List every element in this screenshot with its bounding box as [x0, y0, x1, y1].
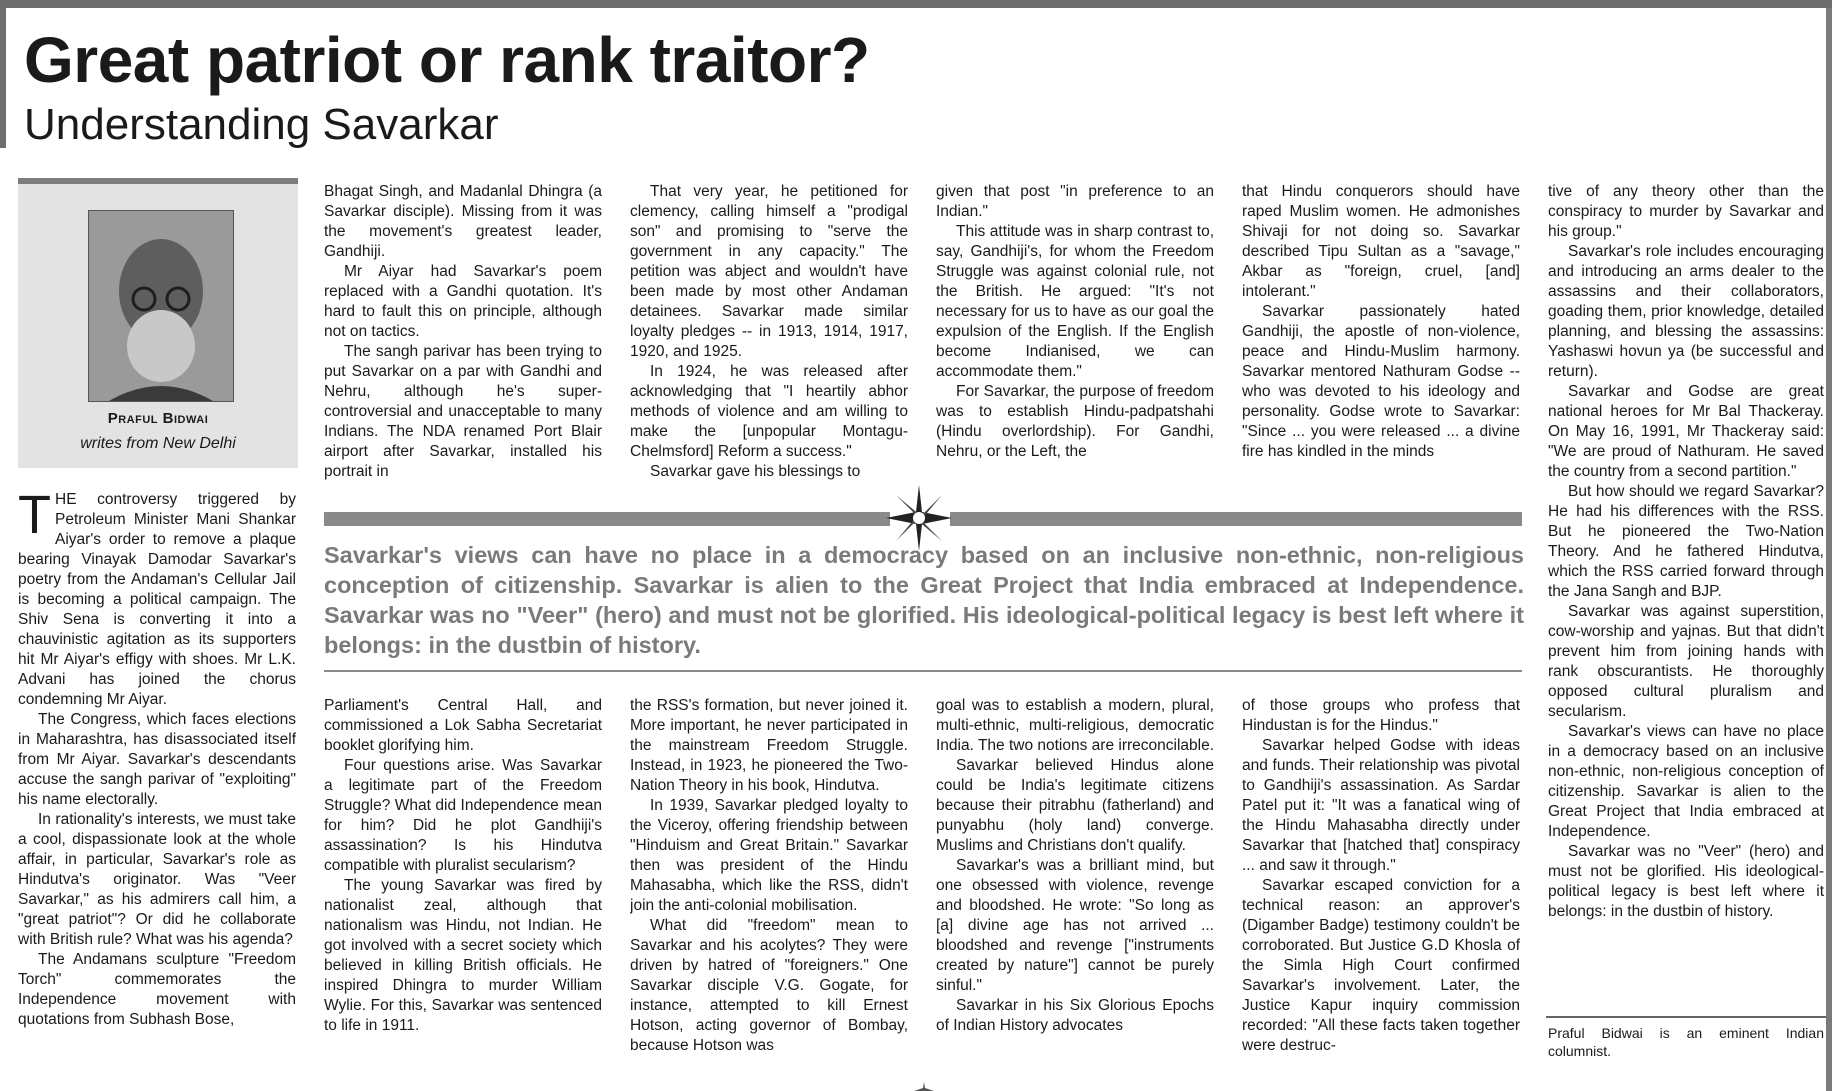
paragraph: Savarkar in his Six Glorious Epochs of Indian History advocates [936, 997, 1214, 1034]
paragraph: Parliament's Central Hall, and commissioned a Lok Sabha Secretariat booklet glorifying him. [324, 697, 602, 754]
paragraph: Savarkar gave his blessings to [650, 463, 861, 480]
column-1 [18, 490, 296, 1090]
author-footnote: Praful Bidwai is an eminent Indian columnist. [1548, 1025, 1824, 1059]
paragraph: given that post "in preference to an Indian." [936, 183, 1214, 220]
paragraph: Savarkar's was a brilliant mind, but one obsessed with violence, revenge and bloodshed. He wrote: "So long as [a] divine age has not arrived ... bloodshed and revenge ["instruments created by nature"] cannot be purely sinful." [936, 857, 1214, 994]
paragraph: tive of any theory other than the conspiracy to murder by Savarkar and his group." [1548, 183, 1824, 240]
paragraph: What did "freedom" mean to Savarkar and his acolytes? They were driven by hatred of "foreigners." One Savarkar disciple V.G. Gogate, for instance, attempted to kill Ernest Hotson, acting governor of Bombay, because Hotson was [630, 917, 908, 1054]
paragraph: The Congress, which faces elections in Maharashtra, has disassociated itself from Mr Aiyar. Savarkar's descendants accuse the sangh parivar of "exploiting" his name electorally. [18, 711, 296, 808]
paragraph: In rationality's interests, we must take a cool, dispassionate look at the whole affair, in particular, Savarkar's role as Hindutva's originator. Was "Veer Savarkar," as his admirers call him, a "great patriot"? Or did he collaborate with British rule? What was his agenda? [18, 811, 296, 948]
paragraph: Savarkar's views can have no place in a democracy based on an inclusive non-ethnic, non-religious conception of citizenship. Savarkar is alien to the Great Project that India embraced at Independence. [1548, 723, 1824, 840]
paragraph: The Andamans sculpture "Freedom Torch" commemorates the Independence movement with quotations from Subhash Bose, [18, 951, 296, 1028]
column-3-top [630, 182, 908, 482]
paragraph: the RSS's formation, but never joined it. More important, he never participated in the mainstream Freedom Struggle. Instead, in 1923, he pioneered the Two-Nation Theory in his book, Hindutva. [630, 697, 908, 794]
pullquote-rule-right [950, 512, 1522, 526]
column-2-bottom [324, 696, 602, 1090]
right-border [1826, 8, 1832, 1091]
paragraph: The young Savarkar was fired by nationalist zeal, although that nationalism was Hindu, not Indian. He got involved with a secret society which believed in killing British officials. He inspired Dhingra to murder William Wylie. For this, Savarkar was sentenced to life in 1911. [324, 877, 602, 1034]
byline-name: Praful Bidwai [107, 410, 209, 427]
pullquote-bottom-rule [324, 670, 1522, 672]
column-4-top [936, 182, 1214, 482]
column-3-bottom [630, 696, 908, 1090]
paragraph: The sangh parivar has been trying to put Savarkar on a par with Gandhi and Nehru, although he's super-controversial and unacceptable to many Indians. The NDA renamed Port Blair airport after Savarkar, installed his portrait in [324, 343, 602, 480]
byline-location: writes from New Delhi [80, 435, 236, 452]
paragraph: Savarkar helped Godse with ideas and funds. Their relationship was pivotal to Gandhiji's assassination. As Sardar Patel put it: "It was a fanatical wing of the Hindu Mahasabha directly under Savarkar that [hatched that] conspiracy ... and saw it through." [1242, 737, 1520, 874]
paragraph: of those groups who profess that Hindustan is for the Hindus." [1242, 697, 1520, 734]
column-5-bottom [1242, 696, 1520, 1090]
paragraph: that Hindu conquerors should have raped Muslim women. He admonishes Shivaji for not doing so. Savarkar described Tipu Sultan as a "savage," Akbar as "foreign, cruel, [and] intolerant." [1242, 183, 1520, 300]
subhead: Understanding Savarkar [24, 100, 499, 149]
column-5-top [1242, 182, 1520, 482]
column-2-top [324, 182, 602, 482]
paragraph: Savarkar passionately hated Gandhiji, the apostle of non-violence, peace and Hindu-Muslim harmony. Savarkar mentored Nathuram Godse -- who was devoted to his ideology and personality. Godse wrote to Savarkar: "Since ... you were released ... a divine fire has kindled in the minds [1242, 303, 1520, 460]
paragraph: That very year, he petitioned for clemency, calling himself a "prodigal son" and promising to "serve the government in any capacity." The petition was abject and wouldn't have been made by most other Andaman detainees. Savarkar made similar loyalty pledges -- in 1913, 1914, 1917, 1920, and 1925. [630, 183, 908, 360]
starburst-bottom-icon [914, 1082, 934, 1091]
footnote-rule [1546, 1016, 1826, 1018]
column-6 [1548, 182, 1824, 1008]
paragraph: In 1924, he was released after acknowledging that "I heartily abhor methods of violence and am willing to make the [unpopular Montagu-Chelmsford] Reform a success." [630, 363, 908, 460]
paragraph: Savarkar was against superstition, cow-worship and yajnas. But that didn't prevent him from joining hands with rank obscurantists. He thoroughly opposed cultural pluralism and secularism. [1548, 603, 1824, 720]
column-4-bottom [936, 696, 1214, 1090]
paragraph: Savarkar escaped conviction for a technical reason: an approver's (Digamber Badge) testimony couldn't be corroborated. But Justice G.D Khosla of the Simla High Court confirmed Savarkar's involvement. Later, the Justice Kapur inquiry commission recorded: "All these facts taken together were destruc- [1242, 877, 1520, 1054]
drop-cap: T [18, 490, 51, 545]
pullquote-rule-left [324, 512, 890, 526]
paragraph: Bhagat Singh, and Madanlal Dhingra (a Savarkar disciple). Missing from it was the movement's greatest leader, Gandhiji. [324, 183, 602, 260]
byline-rule [18, 178, 298, 184]
paragraph: Mr Aiyar had Savarkar's poem replaced with a Gandhi quotation. It's hard to fault this on principle, although not on tactics. [324, 263, 602, 340]
paragraph: Savarkar's role includes encouraging and introducing an arms dealer to the assassins and their collaborators, goading them, prior knowledge, detailed planning, and blessing the assassins: Yashaswi hovun ya (be successful and return). [1548, 243, 1824, 380]
left-border [0, 8, 6, 148]
headline: Great patriot or rank traitor? [24, 24, 870, 96]
paragraph: Savarkar believed Hindus alone could be India's legitimate citizens because their pitrabhu (fatherland) and punyabhu (holy land) converge. Muslims and Christians don't qualify. [936, 757, 1214, 854]
paragraph: In 1939, Savarkar pledged loyalty to the Viceroy, offering friendship between "Hinduism and Great Britain." Savarkar then was president of the Hindu Mahasabha, which like the RSS, didn't join the anti-colonial mobilisation. [630, 797, 908, 914]
paragraph: goal was to establish a modern, plural, multi-ethnic, multi-religious, democratic India. The two notions are irreconcilable. [936, 697, 1214, 754]
author-photo [88, 210, 234, 402]
top-border [0, 0, 1832, 8]
paragraph: Savarkar was no "Veer" (hero) and must not be glorified. His ideological-political legacy is best left where it belongs: in the dustbin of history. [1548, 843, 1824, 920]
pull-quote: Savarkar's views can have no place in a democracy based on an inclusive non-ethnic, non-religious conception of citizenship. Savarkar is alien to the Great Project that India embraced at Independence. Savarkar was no "Veer" (hero) and must not be glorified. His ideological-political legacy is best left where it belongs: in the dustbin of history. [324, 542, 1524, 658]
paragraph: This attitude was in sharp contrast to, say, Gandhiji's, for whom the Freedom Struggle was against colonial rule, not the British. He argued: "It's not necessary for us to have as our goal the expulsion of the English. If the English become Indianised, we can accommodate them." [936, 223, 1214, 380]
paragraph: Four questions arise. Was Savarkar a legitimate part of the Freedom Struggle? What did Independence mean for him? Did he plot Gandhiji's assassination? Is his Hindutva compatible with pluralist secularism? [324, 757, 602, 874]
paragraph: HE controversy triggered by Petroleum Minister Mani Shankar Aiyar's order to remove a plaque bearing Vinayak Damodar Savarkar's poetry from the Andaman's Cellular Jail is becoming a political campaign. The Shiv Sena is converting it into a chauvinistic agitation as its supporters hit Mr Aiyar's effigy with shoes. Mr L.K. Advani has joined the chorus condemning Mr Aiyar. [18, 491, 296, 708]
paragraph: But how should we regard Savarkar? He had his differences with the RSS. But he pioneered the Two-Nation Theory. And he fathered Hindutva, which the RSS carried forward through the Jana Sangh and BJP. [1548, 483, 1824, 600]
paragraph: For Savarkar, the purpose of freedom was to establish Hindu-padpatshahi (Hindu overlordship). For Gandhi, Nehru, or the Left, the [936, 383, 1214, 460]
paragraph: Savarkar and Godse are great national heroes for Mr Bal Thackeray. On May 16, 1991, Mr Thackeray said: "We are proud of Nathuram. He saved the country from a second partition." [1548, 383, 1824, 480]
